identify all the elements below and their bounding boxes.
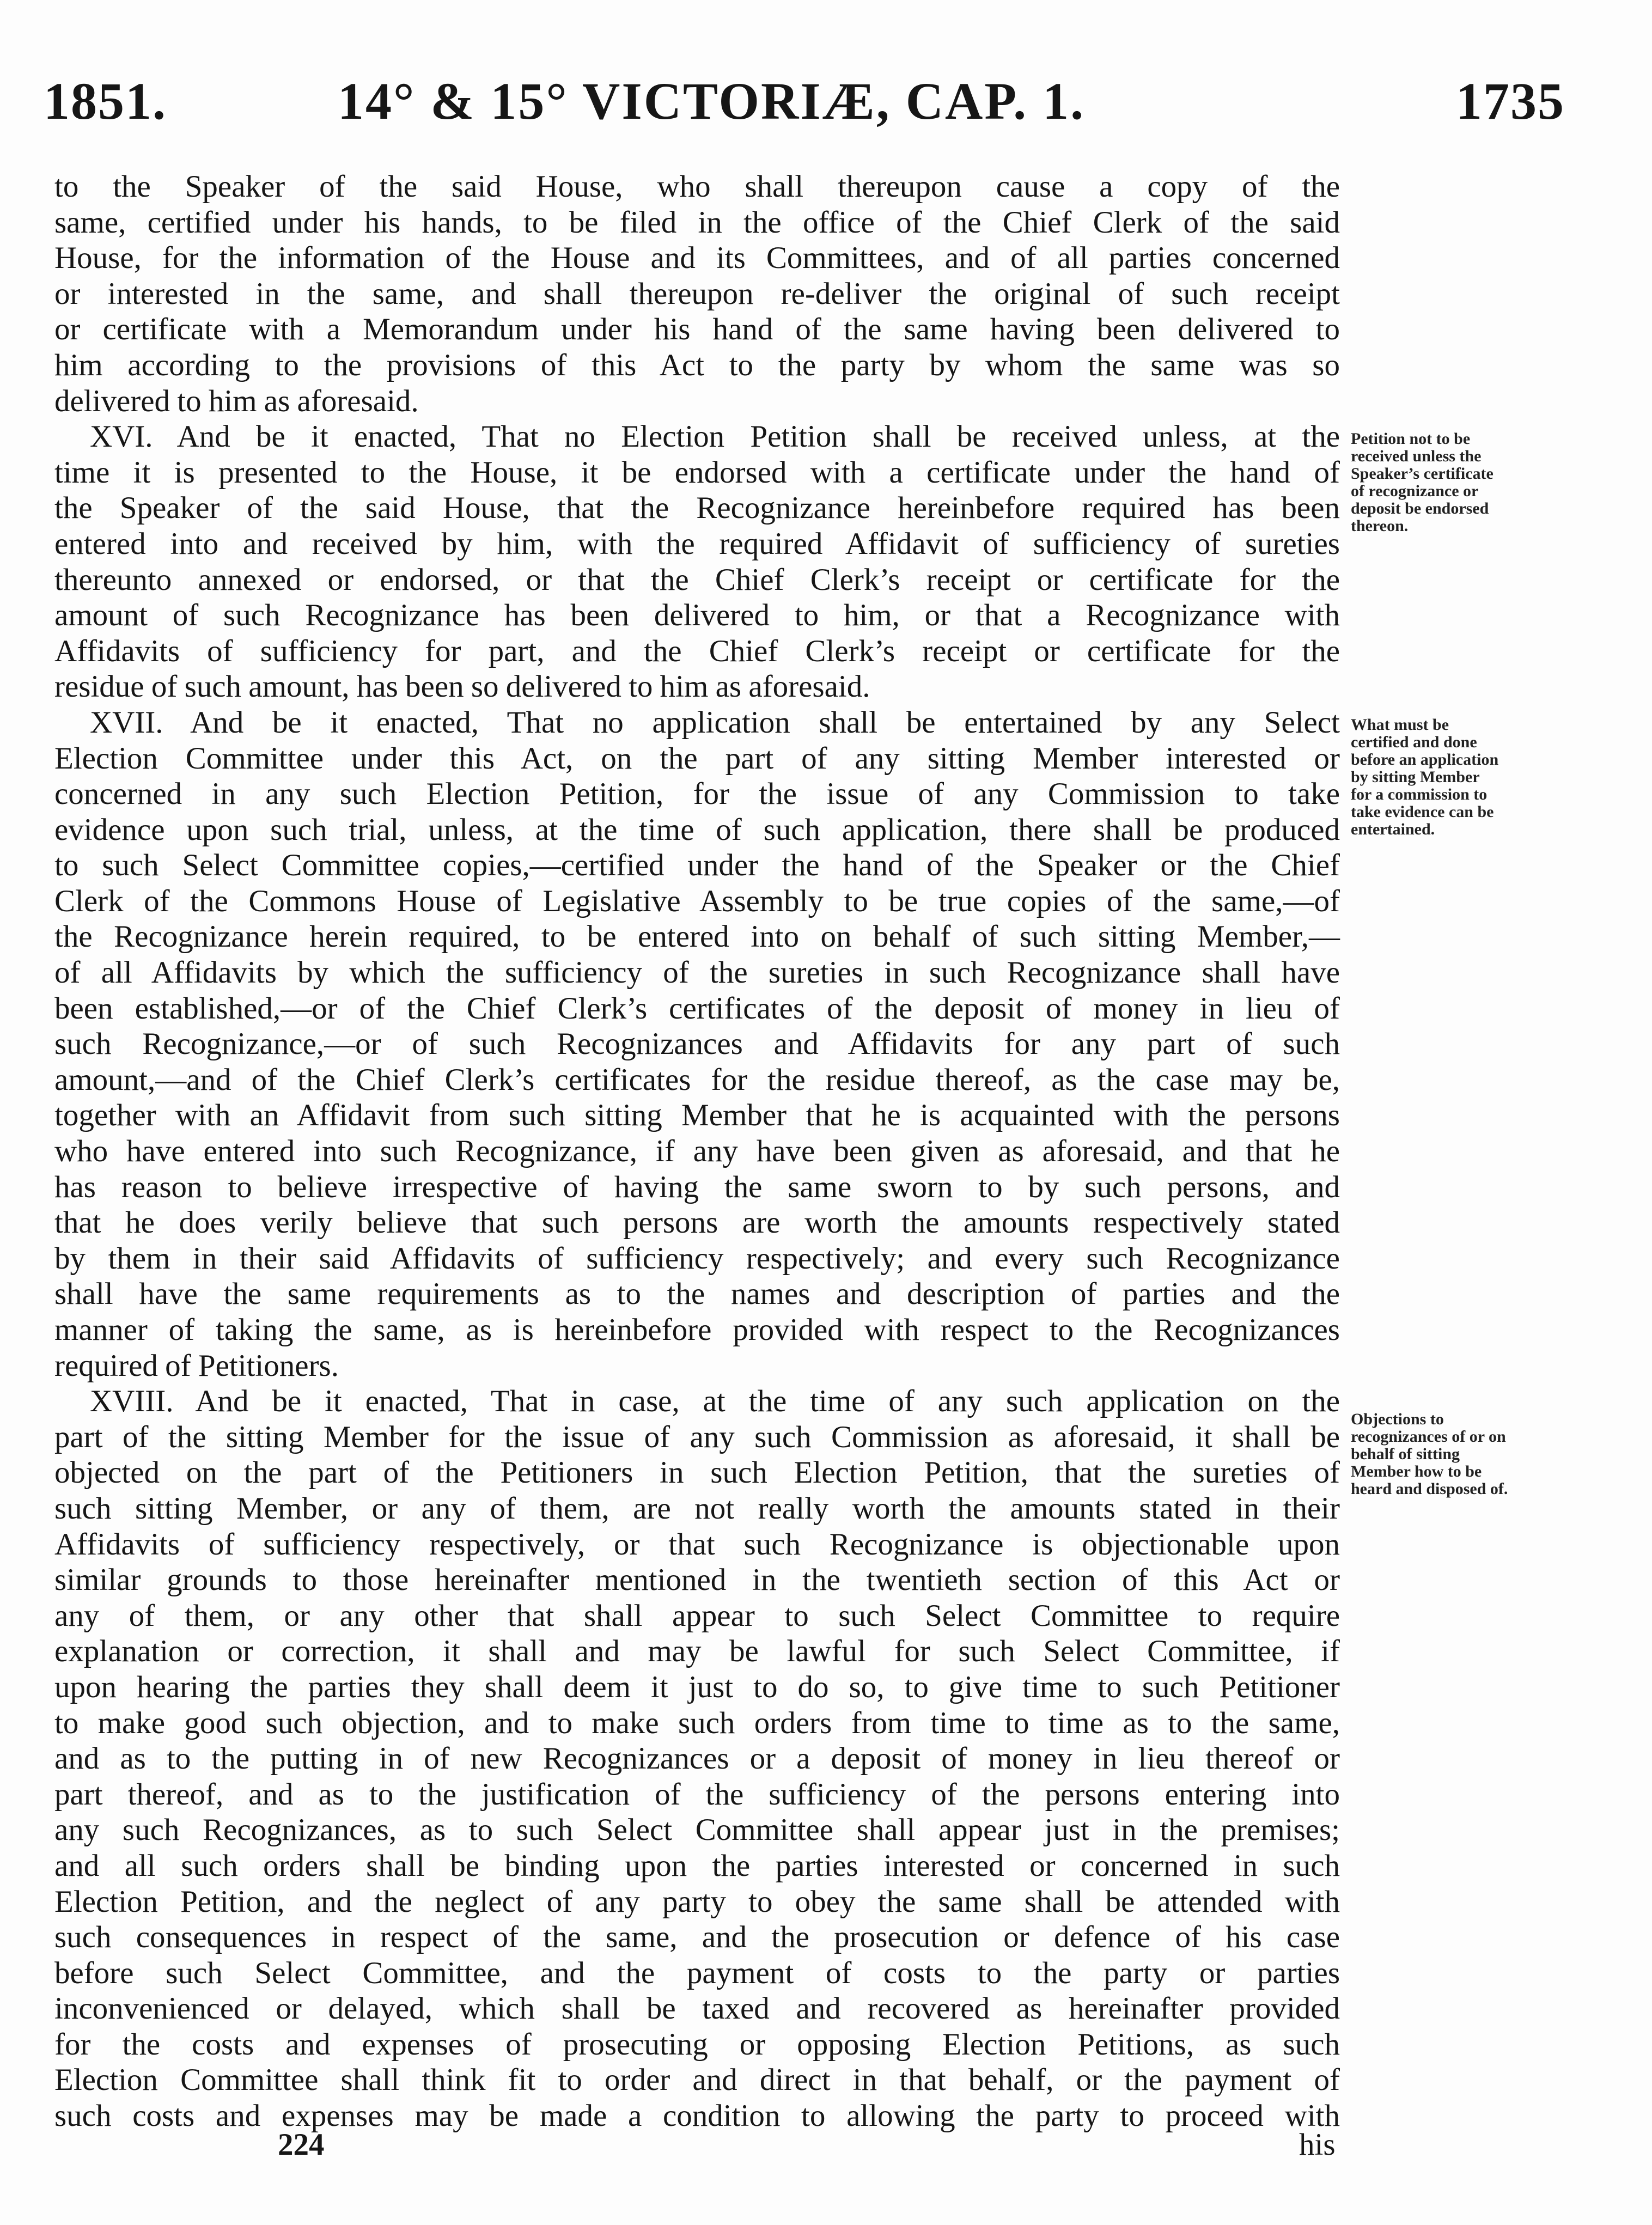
- margin-note-line: deposit be endorsed: [1351, 499, 1489, 517]
- text-line: to the Speaker of the said House, who shall thereupon cause a copy of the: [54, 169, 1340, 204]
- text-line: House, for the information of the House and its Committees, and of all parties concerned: [54, 241, 1340, 276]
- text-line: the Recognizance herein required, to be entered into on behalf of such sitting Member,—: [54, 919, 1340, 954]
- margin-note-line: Objections to: [1351, 1410, 1444, 1428]
- text-line: concerned in any such Election Petition, for the issue of any Commission to take: [54, 777, 1340, 812]
- text-line: thereunto annexed or endorsed, or that the Chief Clerk’s receipt or certificate for the: [54, 562, 1340, 597]
- margin-note-line: for a commission to: [1351, 785, 1488, 803]
- text-line: such Recognizance,—or of such Recognizances and Affidavits for any part of such: [54, 1027, 1340, 1062]
- text-line: shall have the same requirements as to the names and description of parties and the: [54, 1277, 1340, 1312]
- margin-note-line: behalf of sitting: [1351, 1445, 1460, 1463]
- text-line: who have entered into such Recognizance, if any have been given as aforesaid, and that he: [54, 1134, 1340, 1169]
- text-line: part thereof, and as to the justification of the sufficiency of the persons entering into: [54, 1777, 1340, 1812]
- text-line: residue of such amount, has been so delivered to him as aforesaid.: [54, 669, 870, 704]
- margin-note-line: of recognizance or: [1351, 482, 1479, 500]
- text-line: Election Committee under this Act, on the part of any sitting Member interested or: [54, 741, 1340, 776]
- text-line: or certificate with a Memorandum under his hand of the same having been delivered to: [54, 312, 1340, 347]
- text-line: to make good such objection, and to make such orders from time to time as to the same,: [54, 1705, 1340, 1740]
- margin-note-line: recognizances of or on: [1351, 1428, 1506, 1446]
- text-line: together with an Affidavit from such sitting Member that he is acquainted with the persons: [54, 1098, 1340, 1133]
- text-line: amount of such Recognizance has been delivered to him, or that a Recognizance with: [54, 598, 1340, 633]
- text-line: or interested in the same, and shall thereupon re-deliver the original of such receipt: [54, 276, 1340, 311]
- text-line: manner of taking the same, as is hereinbefore provided with respect to the Recognizances: [54, 1313, 1340, 1347]
- text-line: such consequences in respect of the same, and the prosecution or defence of his case: [54, 1920, 1340, 1955]
- text-line: XVIII. And be it enacted, That in case, at the time of any such application on the: [90, 1384, 1340, 1419]
- text-line: before such Select Committee, and the payment of costs to the party or parties: [54, 1955, 1340, 1990]
- text-line: part of the sitting Member for the issue of any such Commission as aforesaid, it shall be: [54, 1419, 1340, 1454]
- margin-note-line: heard and disposed of.: [1351, 1480, 1508, 1498]
- text-line: Election Petition, and the neglect of any party to obey the same shall be attended with: [54, 1884, 1340, 1919]
- section-xvii: [54, 705, 1340, 1383]
- text-line: same, certified under his hands, to be filed in the office of the Chief Clerk of the said: [54, 205, 1340, 240]
- margin-note-line: before an application: [1351, 751, 1499, 769]
- margin-note-line: received unless the: [1351, 447, 1482, 465]
- text-line: inconvenienced or delayed, which shall be taxed and recovered as hereinafter provided: [54, 1991, 1340, 2026]
- paragraph-continuation: [54, 169, 1340, 419]
- text-line: delivered to him as aforesaid.: [54, 383, 419, 418]
- text-line: Affidavits of sufficiency for part, and the Chief Clerk’s receipt or certificate for the: [54, 633, 1340, 668]
- margin-note-xviii: [1351, 1411, 1585, 1498]
- margin-note-line: Petition not to be: [1351, 430, 1471, 448]
- margin-note-line: entertained.: [1351, 820, 1435, 838]
- margin-note-line: Member how to be: [1351, 1462, 1482, 1480]
- header-page-number: 1735: [1456, 72, 1565, 130]
- text-line: any such Recognizances, as to such Select Committee shall appear just in the premises;: [54, 1813, 1340, 1848]
- header-title: 14° & 15° VICTORIÆ, CAP. 1.: [338, 72, 1086, 130]
- text-line: evidence upon such trial, unless, at the time of such application, there shall be produced: [54, 812, 1340, 847]
- margin-note-line: by sitting Member: [1351, 768, 1480, 786]
- text-line: amount,—and of the Chief Clerk’s certificates for the residue thereof, as the case may be,: [54, 1062, 1340, 1097]
- text-line: by them in their said Affidavits of sufficiency respectively; and every such Recognizance: [54, 1241, 1340, 1276]
- body-text: [54, 169, 1340, 2134]
- text-line: upon hearing the parties they shall deem it just to do so, to give time to such Petitioner: [54, 1669, 1340, 1704]
- margin-note-xvi: [1351, 430, 1585, 535]
- signature-mark: 224: [278, 2128, 325, 2162]
- text-line: Affidavits of sufficiency respectively, or that such Recognizance is objectionable upon: [54, 1527, 1340, 1562]
- text-line: and all such orders shall be binding upon the parties interested or concerned in such: [54, 1848, 1340, 1883]
- margin-note-xvii: [1351, 716, 1585, 838]
- text-line: Election Committee shall think fit to order and direct in that behalf, or the payment of: [54, 2063, 1340, 2098]
- text-line: such sitting Member, or any of them, are not really worth the amounts stated in their: [54, 1491, 1340, 1526]
- text-line: entered into and received by him, with the required Affidavit of sufficiency of sureties: [54, 526, 1340, 561]
- text-line: any of them, or any other that shall appear to such Select Committee to require: [54, 1598, 1340, 1633]
- text-line: explanation or correction, it shall and may be lawful for such Select Committee, if: [54, 1634, 1340, 1669]
- text-line: time it is presented to the House, it be endorsed with a certificate under the hand of: [54, 455, 1340, 490]
- text-line: been established,—or of the Chief Clerk’s certificates of the deposit of money in lieu of: [54, 991, 1340, 1026]
- text-line: such costs and expenses may be made a condition to allowing the party to proceed with: [54, 2099, 1340, 2133]
- text-line: required of Petitioners.: [54, 1348, 339, 1383]
- text-line: Clerk of the Commons House of Legislative Assembly to be true copies of the same,—of: [54, 883, 1340, 918]
- text-line: the Speaker of the said House, that the Recognizance hereinbefore required has been: [54, 491, 1340, 526]
- catchword: his: [1299, 2128, 1336, 2162]
- margin-note-line: certified and done: [1351, 733, 1477, 751]
- text-line: to such Select Committee copies,—certified under the hand of the Speaker or the Chief: [54, 848, 1340, 883]
- section-xviii: [54, 1383, 1340, 2133]
- section-xvi: [54, 419, 1340, 705]
- text-line: XVII. And be it enacted, That no application shall be entertained by any Select: [90, 705, 1340, 740]
- margin-note-line: Speaker’s certificate: [1351, 465, 1493, 483]
- text-line: has reason to believe irrespective of having the same sworn to by such persons, and: [54, 1169, 1340, 1204]
- text-line: that he does verily believe that such persons are worth the amounts respectively stated: [54, 1205, 1340, 1240]
- margin-note-line: take evidence can be: [1351, 803, 1494, 821]
- text-line: for the costs and expenses of prosecuting or opposing Election Petitions, as such: [54, 2027, 1340, 2062]
- margin-note-line: What must be: [1351, 716, 1449, 734]
- text-line: similar grounds to those hereinafter mentioned in the twentieth section of this Act or: [54, 1563, 1340, 1598]
- header-year: 1851.: [44, 72, 167, 130]
- text-line: XVI. And be it enacted, That no Election Petition shall be received unless, at the: [90, 419, 1340, 454]
- text-line: of all Affidavits by which the sufficiency of the sureties in such Recognizance shall have: [54, 955, 1340, 990]
- text-line: him according to the provisions of this Act to the party by whom the same was so: [54, 348, 1340, 382]
- margin-note-line: thereon.: [1351, 517, 1409, 535]
- running-header: [44, 71, 1565, 142]
- text-line: and as to the putting in of new Recognizances or a deposit of money in lieu thereof or: [54, 1741, 1340, 1776]
- text-line: objected on the part of the Petitioners in such Election Petition, that the sureties of: [54, 1455, 1340, 1490]
